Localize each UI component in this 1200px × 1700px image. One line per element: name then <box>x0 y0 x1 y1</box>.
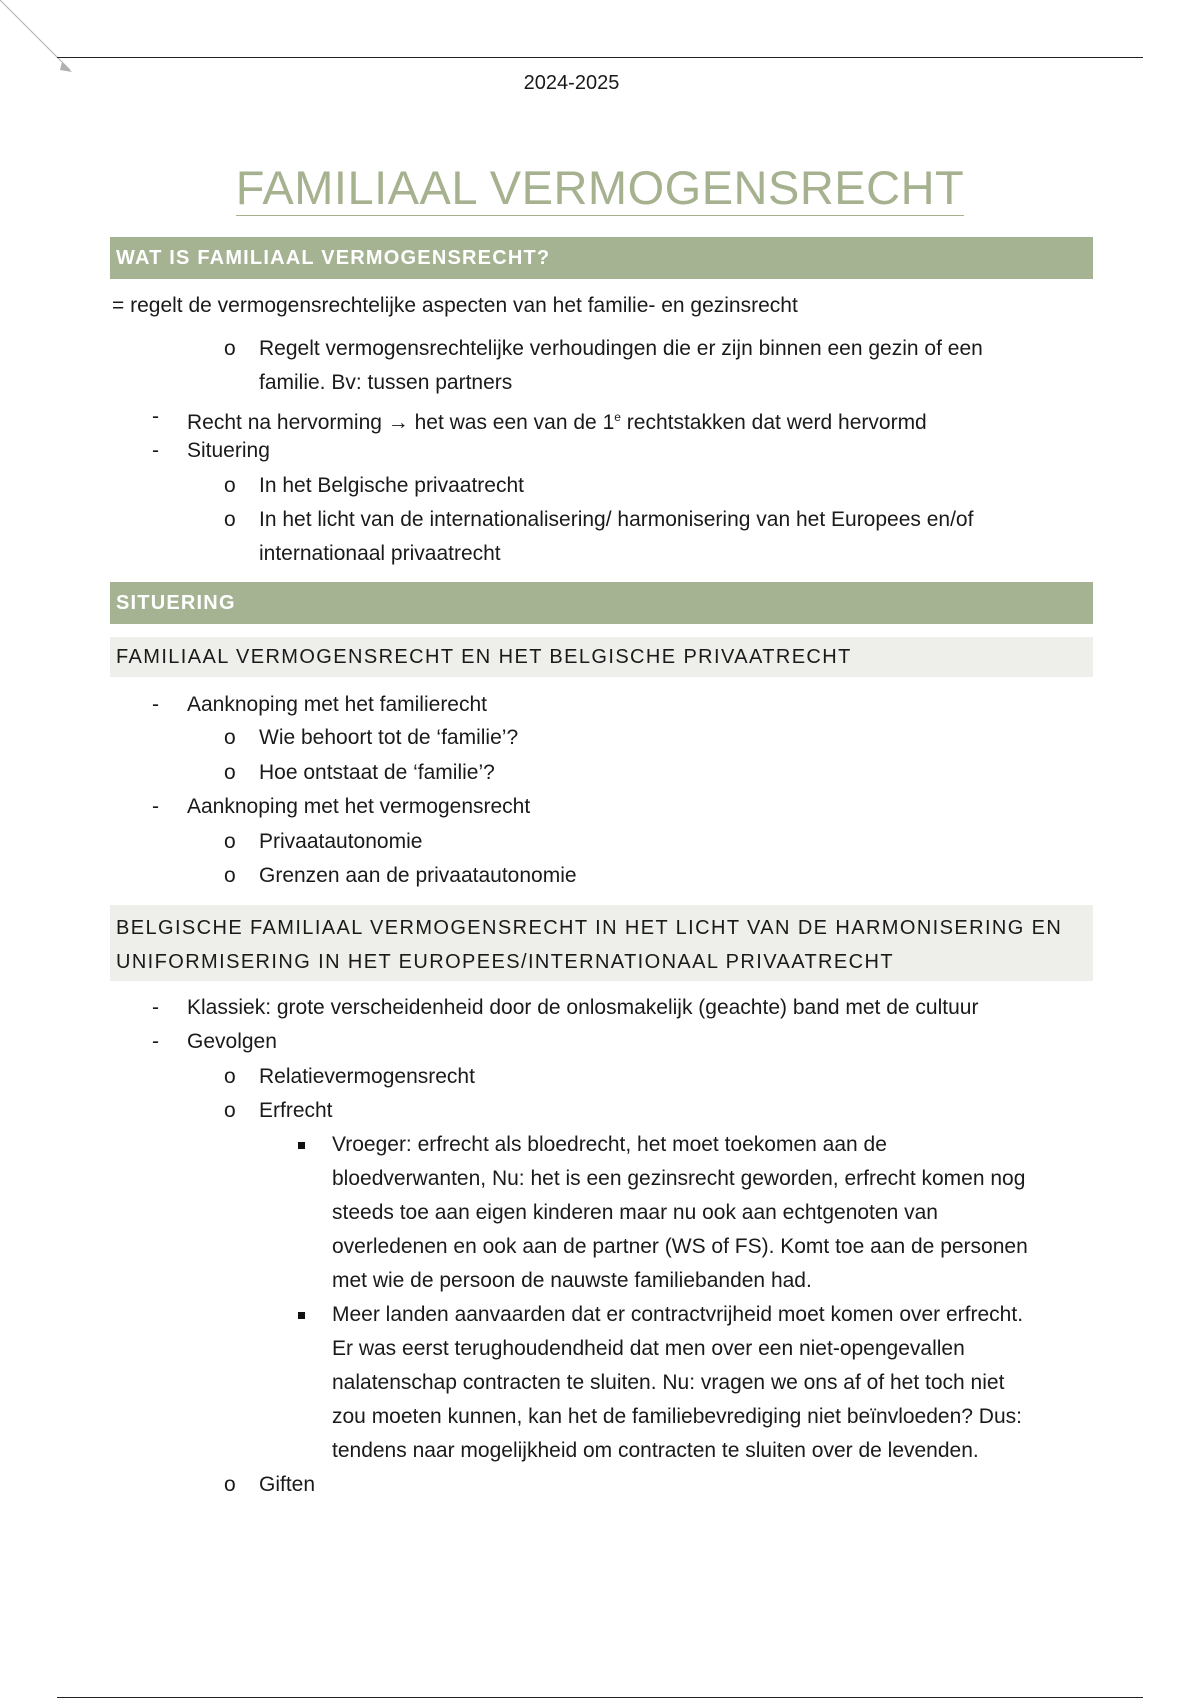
list-item-text: bloedverwanten, Nu: het is een gezinsrecht geworden, erfrecht komen nog <box>332 1167 1026 1190</box>
list-item-text: Situering <box>187 439 270 462</box>
subheading-harmonisering: BELGISCHE FAMILIAAL VERMOGENSRECHT IN HET LICHT VAN DE HARMONISERING EN UNIFORMISERING IN HET EUROPEES/INTERNATIONAAL PRIVAATRECHT <box>110 905 1093 981</box>
list-item-text: Er was eerst terughoudendheid dat men over een niet-opengevallen <box>332 1337 965 1360</box>
list-item-text: Aanknoping met het familierecht <box>187 693 487 716</box>
list-item-text: Gevolgen <box>187 1030 277 1053</box>
list-item-text: Klassiek: grote verscheidenheid door de onlosmakelijk (geachte) band met de cultuur <box>187 996 979 1019</box>
header-year: 2024-2025 <box>523 72 620 94</box>
circle-bullet: o <box>224 864 236 887</box>
list-item-text: overledenen en ook aan de partner (WS of FS). Komt toe aan de personen <box>332 1235 1028 1258</box>
dash-bullet: - <box>152 405 159 428</box>
header-rule <box>57 57 1143 58</box>
list-item-text: Meer landen aanvaarden dat er contractvrijheid moet komen over erfrecht. <box>332 1303 1024 1326</box>
heading-wat-is: WAT IS FAMILIAAL VERMOGENSRECHT? <box>110 237 1093 279</box>
list-item-text: steeds toe aan eigen kinderen maar nu ook aan echtgenoten van <box>332 1201 938 1224</box>
arrow-icon: → <box>387 411 409 434</box>
list-item-text: In het licht van de internationalisering/ harmonisering van het Europees en/of <box>259 508 974 531</box>
list-item-text: Regelt vermogensrechtelijke verhoudingen die er zijn binnen een gezin of een <box>259 337 983 360</box>
list-item-text: Relatievermogensrecht <box>259 1065 475 1088</box>
dash-bullet: - <box>152 996 159 1019</box>
subheading-belgische-privaatrecht: FAMILIAAL VERMOGENSRECHT EN HET BELGISCHE PRIVAATRECHT <box>110 637 1093 677</box>
list-item-text: Privaatautonomie <box>259 830 423 853</box>
circle-bullet: o <box>224 1473 236 1496</box>
circle-bullet: o <box>224 1099 236 1122</box>
list-item-text: Vroeger: erfrecht als bloedrecht, het moet toekomen aan de <box>332 1133 887 1156</box>
dash-bullet: - <box>152 1030 159 1053</box>
list-item-text: zou moeten kunnen, kan het de familiebevrediging niet beïnvloeden? Dus: <box>332 1405 1022 1428</box>
circle-bullet: o <box>224 508 236 531</box>
corner-crop-mark <box>0 0 80 80</box>
list-item-text: In het Belgische privaatrecht <box>259 474 524 497</box>
circle-bullet: o <box>224 474 236 497</box>
dash-bullet: - <box>152 693 159 716</box>
list-item-text: familie. Bv: tussen partners <box>259 371 513 394</box>
circle-bullet: o <box>224 337 236 360</box>
list-item-text: Hoe ontstaat de ‘familie’? <box>259 761 495 784</box>
list-item-text: nalatenschap contracten te sluiten. Nu: vragen we ons af of het toch niet <box>332 1371 1005 1394</box>
circle-bullet: o <box>224 726 236 749</box>
heading-situering: SITUERING <box>110 582 1093 624</box>
list-item-text: Wie behoort tot de ‘familie’? <box>259 726 519 749</box>
circle-bullet: o <box>224 830 236 853</box>
list-item-text: internationaal privaatrecht <box>259 542 501 565</box>
list-item-text: Aanknoping met het vermogensrecht <box>187 795 531 818</box>
square-bullet-icon <box>298 1312 305 1319</box>
list-item-text: Erfrecht <box>259 1099 333 1122</box>
dash-bullet: - <box>152 439 159 462</box>
circle-bullet: o <box>224 1065 236 1088</box>
intro-text: = regelt de vermogensrechtelijke aspecten van het familie- en gezinsrecht <box>112 294 798 317</box>
circle-bullet: o <box>224 761 236 784</box>
list-item-text: Grenzen aan de privaatautonomie <box>259 864 577 887</box>
page-title: FAMILIAAL VERMOGENSRECHT <box>235 161 965 214</box>
list-item-text: Recht na hervorming → het was een van de 1e rechtstakken dat werd hervormd <box>187 410 927 434</box>
list-item-text: met wie de persoon de nauwste familiebanden had. <box>332 1269 812 1292</box>
square-bullet-icon <box>298 1142 305 1149</box>
dash-bullet: - <box>152 795 159 818</box>
footer-rule <box>57 1697 1143 1698</box>
list-item-text: tendens naar mogelijkheid om contracten te sluiten over de levenden. <box>332 1439 979 1462</box>
list-item-text: Giften <box>259 1473 316 1496</box>
